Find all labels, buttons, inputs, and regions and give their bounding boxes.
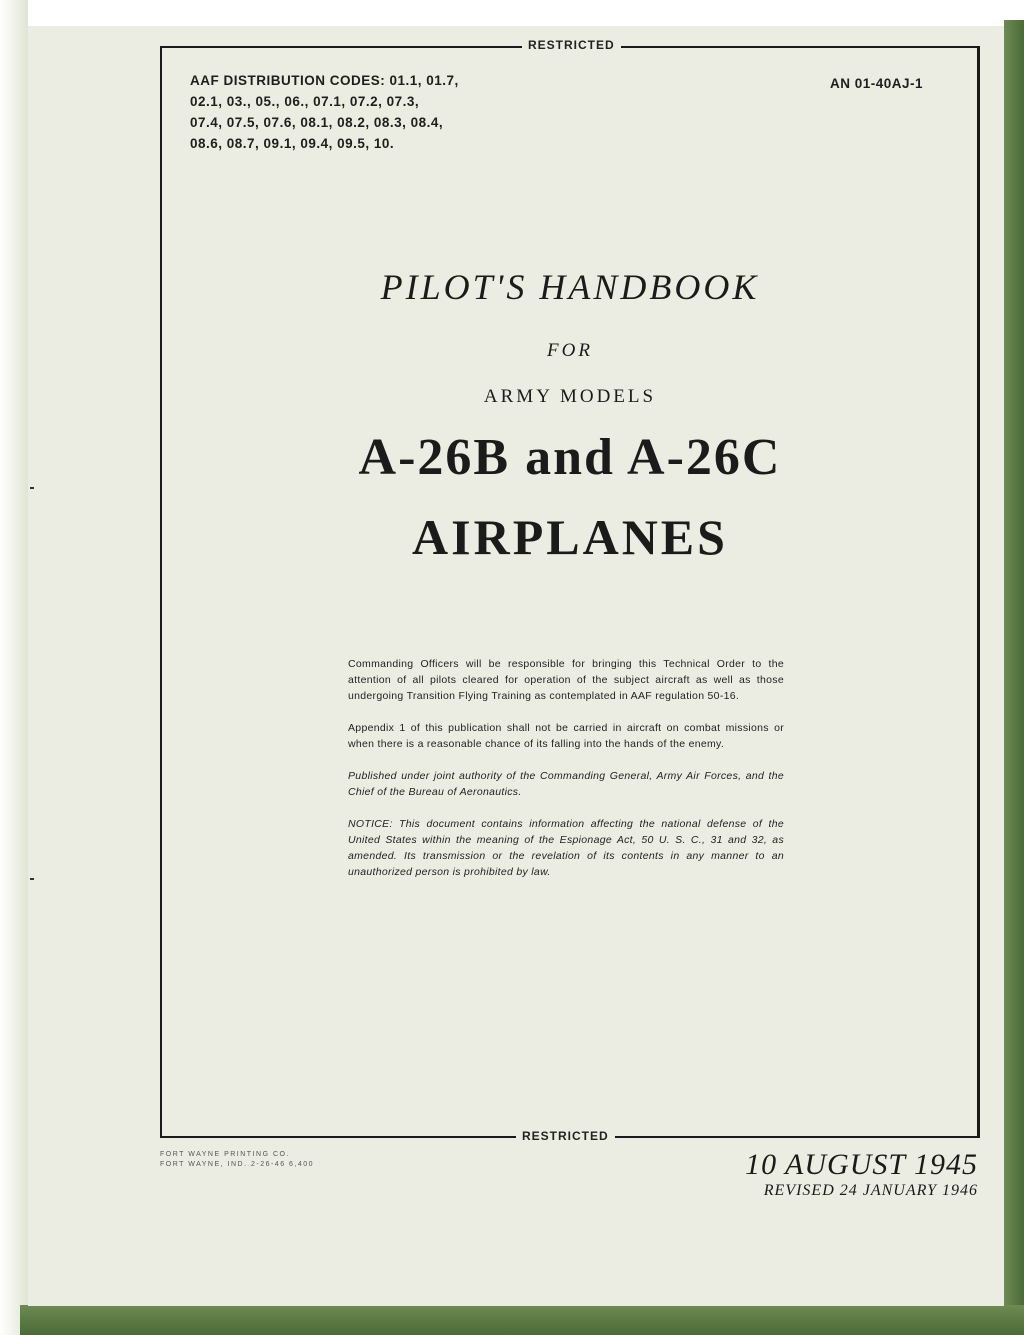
notice-paragraph: Commanding Officers will be responsible for bringing this Technical Order to the attention of all pilots cleared for operation of the subject aircraft as well as those undergoing Transition Flying Training as contemplated in AAF regulation 50-16. bbox=[348, 658, 784, 702]
restricted-label-top: RESTRICTED bbox=[522, 38, 621, 52]
title-army-models: ARMY MODELS bbox=[483, 386, 657, 407]
title-for: FOR bbox=[547, 340, 593, 361]
distribution-line: 02.1, 03., 05., 06., 07.1, 07.2, 07.3, bbox=[190, 94, 420, 109]
printer-line: FORT WAYNE PRINTING CO. bbox=[160, 1151, 290, 1158]
printer-line: FORT WAYNE, IND. 2-26-46 6,400 bbox=[160, 1161, 315, 1168]
notice-paragraph: NOTICE: This document contains information affecting the national defense of the United States within the meaning of the Espionage Act, 50 U. S. C., 31 and 32, as amended. Its transmission or the revelation of its contents in any manner to an unauthorized person is prohibited by law. bbox=[348, 818, 784, 878]
binding-mark bbox=[30, 878, 34, 880]
notice-paragraph: Appendix 1 of this publication shall not be carried in aircraft on combat missions or when there is a reasonable chance of its falling into the hands of the enemy. bbox=[348, 722, 784, 750]
document-code: AN 01-40AJ-1 bbox=[830, 76, 924, 91]
title-airplanes: AIRPLANES bbox=[412, 509, 728, 565]
page-shadow-left bbox=[0, 0, 28, 1335]
distribution-line: AAF DISTRIBUTION CODES: 01.1, 01.7, bbox=[190, 73, 459, 88]
binding-mark bbox=[30, 487, 34, 489]
revision-date: REVISED 24 JANUARY 1946 bbox=[763, 1182, 978, 1199]
notice-block bbox=[348, 656, 784, 896]
page-shadow-bottom bbox=[20, 1305, 1024, 1335]
page-shadow-right bbox=[1004, 20, 1024, 1335]
restricted-label-bottom: RESTRICTED bbox=[516, 1129, 615, 1143]
printer-imprint bbox=[160, 1150, 314, 1170]
notice-paragraph: Published under joint authority of the Commanding General, Army Air Forces, and the Chief of the Bureau of Aeronautics. bbox=[348, 770, 784, 798]
distribution-line: 08.6, 08.7, 09.1, 09.4, 09.5, 10. bbox=[190, 136, 395, 151]
distribution-codes bbox=[190, 70, 520, 154]
distribution-line: 07.4, 07.5, 07.6, 08.1, 08.2, 08.3, 08.4, bbox=[190, 115, 444, 130]
page-border-frame bbox=[160, 46, 980, 1138]
title-models: A-26B and A-26C bbox=[358, 429, 782, 486]
title-pilots-handbook: PILOT'S HANDBOOK bbox=[380, 267, 760, 307]
publication-date: 10 AUGUST 1945 bbox=[745, 1148, 978, 1181]
